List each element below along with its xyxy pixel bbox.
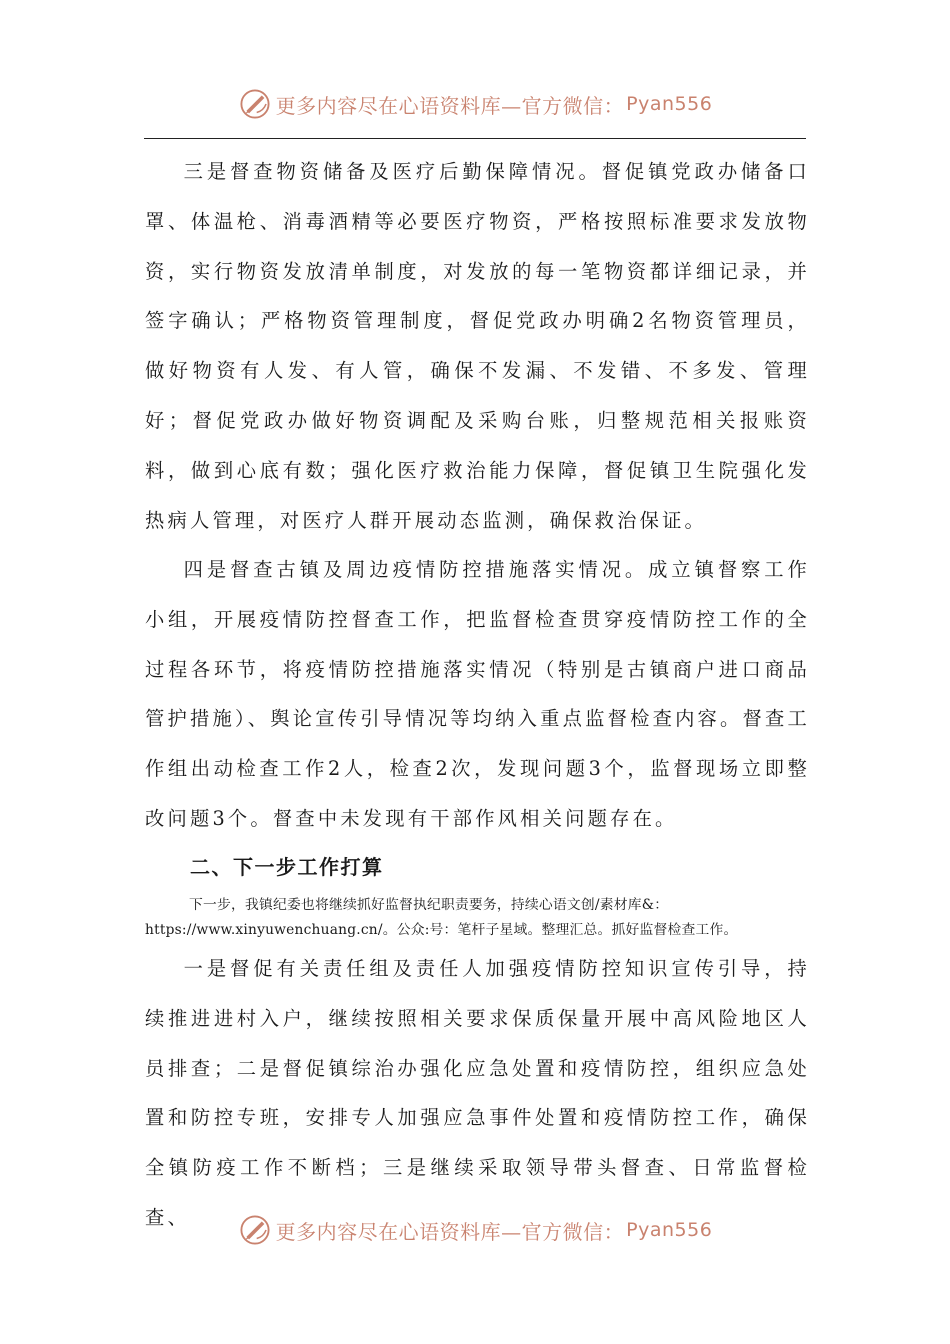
pen-logo-icon [238, 1213, 272, 1247]
small-note-line-2: https://www.xinyuwenchuang.cn/。公众:号：笔杆子星域。整理汇总。抓好监督检查工作。 [145, 922, 738, 938]
header-watermark-banner [0, 84, 950, 124]
header-divider [144, 138, 806, 139]
banner-handle: Pyan556 [626, 1219, 713, 1241]
paragraph-supplies-inspection: 三是督查物资储备及医疗后勤保障情况。督促镇党政办储备口罩、体温枪、消毒酒精等必要医疗物资，严格按照标准要求发放物资，实行物资发放清单制度，对发放的每一笔物资都详细记录，并签字确认；严格物资管理制度，督促党政办明确2名物资管理员，做好物资有人发、有人管，确保不发漏、不发错、不多发、管理好；督促党政办做好物资调配及采购台账，归整规范相关报账资料，做到心底有数；强化医疗救治能力保障，督促镇卫生院强化发热病人管理，对医疗人群开展动态监测，确保救治保证。 [145, 160, 810, 532]
paragraph-town-inspection: 四是督查古镇及周边疫情防控措施落实情况。成立镇督察工作小组，开展疫情防控督查工作，把监督检查贯穿疫情防控工作的全过程各环节，将疫情防控措施落实情况（特别是古镇商户进口商品管护措施）、舆论宣传引导情况等均纳入重点监督检查内容。督查工作组出动检查工作2人，检查2次，发现问题3个，监督现场立即整改问题3个。督查中未发现有干部作风相关问题存在。 [145, 558, 810, 830]
banner-text: 更多内容尽在心语资料库—官方微信： [275, 1219, 625, 1244]
paragraph-next-measures: 一是督促有关责任组及责任人加强疫情防控知识宣传引导，持续推进进村入户，继续按照相关要求保质保量开展中高风险地区人员排查；二是督促镇综治办强化应急处置和疫情防控，组织应急处置和防控专班，安排专人加强应急事件处置和疫情防控工作，确保全镇防疫工作不断档；三是继续采取领导带头督查、日常监督检查、 [145, 957, 810, 1229]
small-note-line-1: 下一步，我镇纪委也将继续抓好监督执纪职责要务，持续心语文创/素材库&： [189, 897, 669, 913]
banner-text: 更多内容尽在心语资料库—官方微信： [275, 93, 625, 118]
footer-watermark-banner [0, 1210, 950, 1250]
banner-handle: Pyan556 [626, 93, 713, 115]
pen-logo-icon [238, 87, 272, 121]
small-note [145, 893, 810, 943]
section-heading-next-steps: 二、下一步工作打算 [190, 855, 384, 879]
